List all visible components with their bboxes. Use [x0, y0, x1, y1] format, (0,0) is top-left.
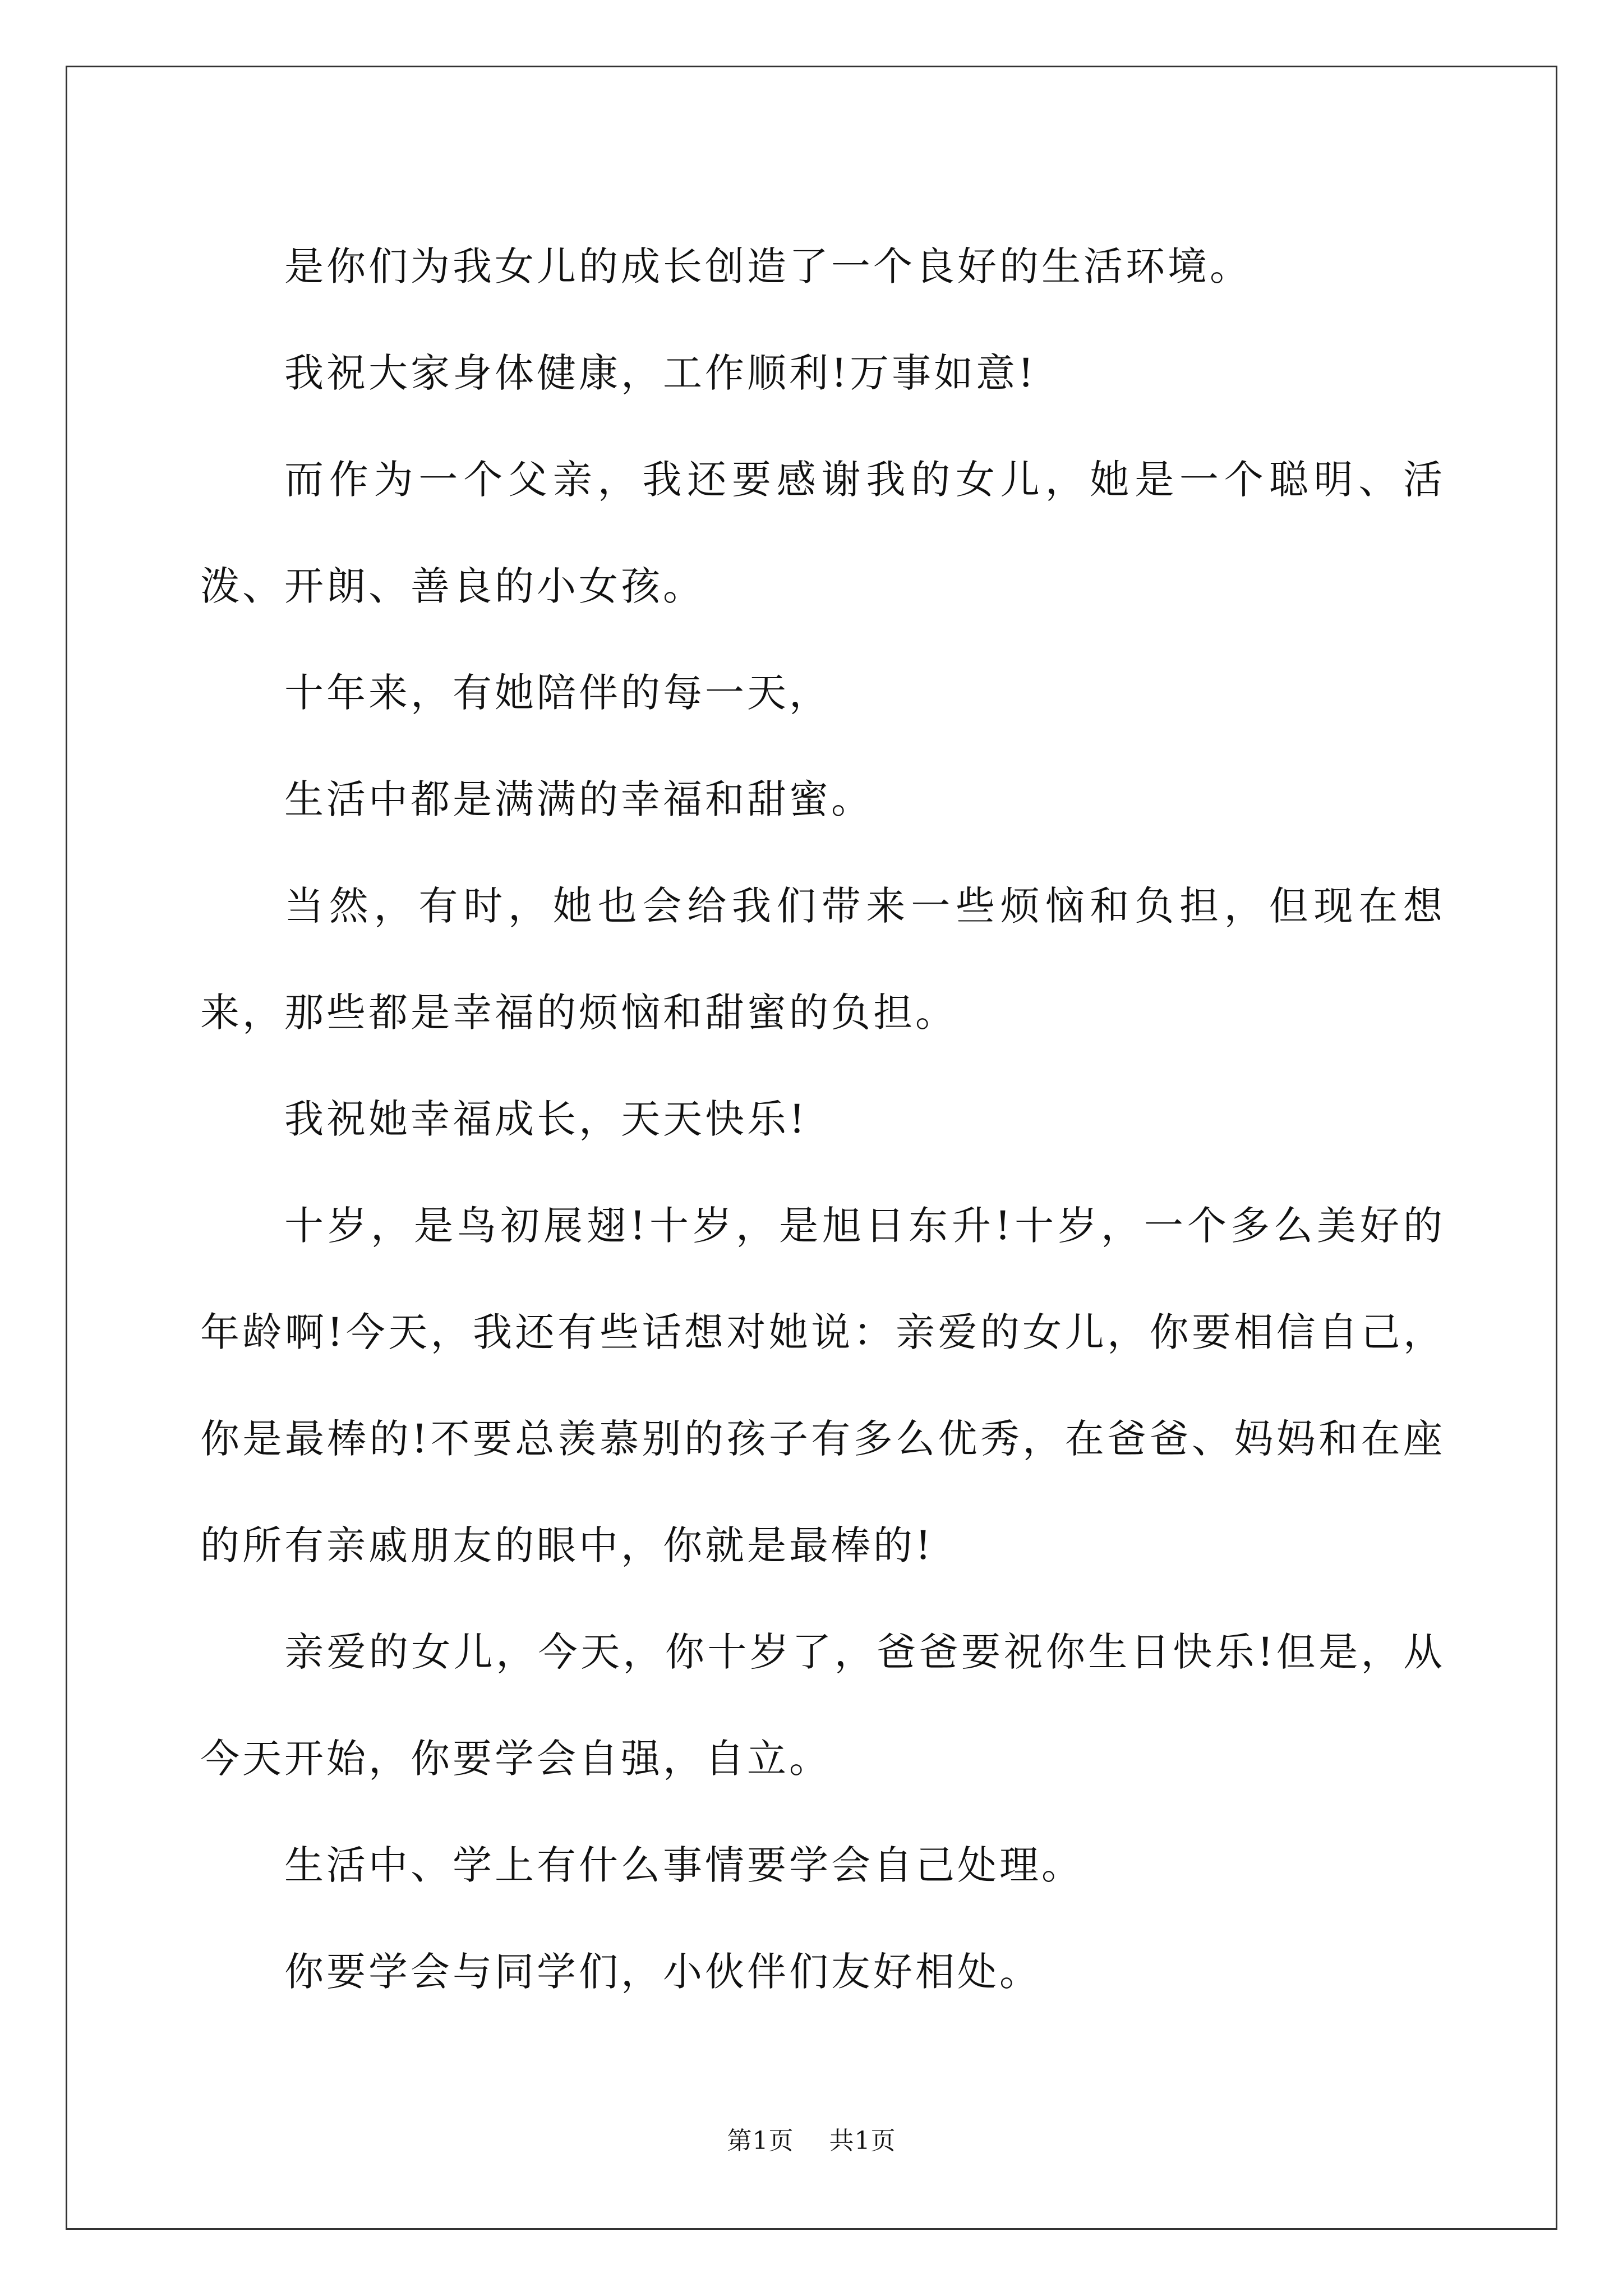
- paragraph: 生活中都是满满的幸福和甜蜜。: [284, 776, 873, 822]
- paragraph: 生活中、学上有什么事情要学会自己处理。: [284, 1842, 1083, 1888]
- paragraph: 我祝她幸福成长，天天快乐!: [284, 1096, 808, 1142]
- page-count: 共1页: [829, 2127, 896, 2155]
- paragraph: 十年来，有她陪伴的每一天，: [284, 670, 831, 716]
- paragraph: 亲爱的女儿，今天，你十岁了，爸爸要祝你生日快乐!但是，从今天开始，你要学会自强，自立。: [200, 1629, 1445, 1782]
- paragraph: 而作为一个父亲，我还要感谢我的女儿，她是一个聪明、活泼、开朗、善良的小女孩。: [200, 457, 1445, 609]
- paragraph: 我祝大家身体健康，工作顺利!万事如意!: [284, 350, 1037, 396]
- page-footer: [0, 2120, 1623, 2156]
- paragraph: 你要学会与同学们，小伙伴们友好相处。: [284, 1949, 1041, 1995]
- document-body: [200, 213, 1445, 2025]
- paragraph: 十岁，是鸟初展翅!十岁，是旭日东升!十岁，一个多么美好的年龄啊!今天，我还有些话想对她说：亲爱的女儿，你要相信自己，你是最棒的!不要总羡慕别的孩子有多么优秀，在爸爸、妈妈和在座的所有亲戚朋友的眼中，你就是最棒的!: [200, 1203, 1445, 1568]
- paragraph: 是你们为我女儿的成长创造了一个良好的生活环境。: [284, 243, 1252, 289]
- page-number: 第1页: [727, 2127, 794, 2155]
- paragraph: 当然，有时，她也会给我们带来一些烦恼和负担，但现在想来，那些都是幸福的烦恼和甜蜜的负担。: [200, 883, 1445, 1036]
